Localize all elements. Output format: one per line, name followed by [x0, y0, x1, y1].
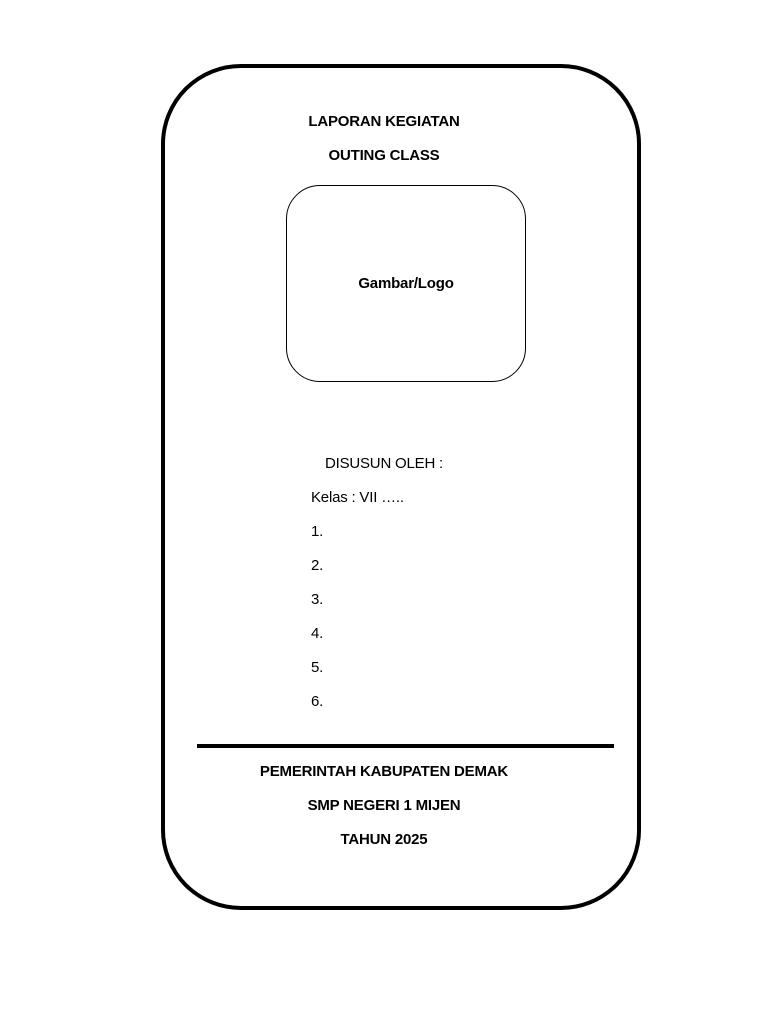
school-name: SMP NEGERI 1 MIJEN: [307, 797, 461, 814]
member-line-2: 2.: [311, 557, 324, 574]
institution-name: PEMERINTAH KABUPATEN DEMAK: [259, 763, 509, 780]
author-heading: DISUSUN OLEH :: [324, 455, 444, 472]
report-subtitle: OUTING CLASS: [328, 147, 440, 164]
report-title: LAPORAN KEGIATAN: [308, 113, 460, 130]
logo-placeholder-label: Gambar/Logo: [358, 275, 454, 292]
class-line: Kelas : VII …..: [311, 489, 404, 506]
logo-placeholder-box: [286, 185, 526, 382]
member-line-4: 4.: [311, 625, 324, 642]
member-line-6: 6.: [311, 693, 324, 710]
member-line-3: 3.: [311, 591, 324, 608]
divider-line: [197, 744, 614, 748]
member-line-1: 1.: [311, 523, 324, 540]
school-year: TAHUN 2025: [340, 831, 428, 848]
member-line-5: 5.: [311, 659, 324, 676]
